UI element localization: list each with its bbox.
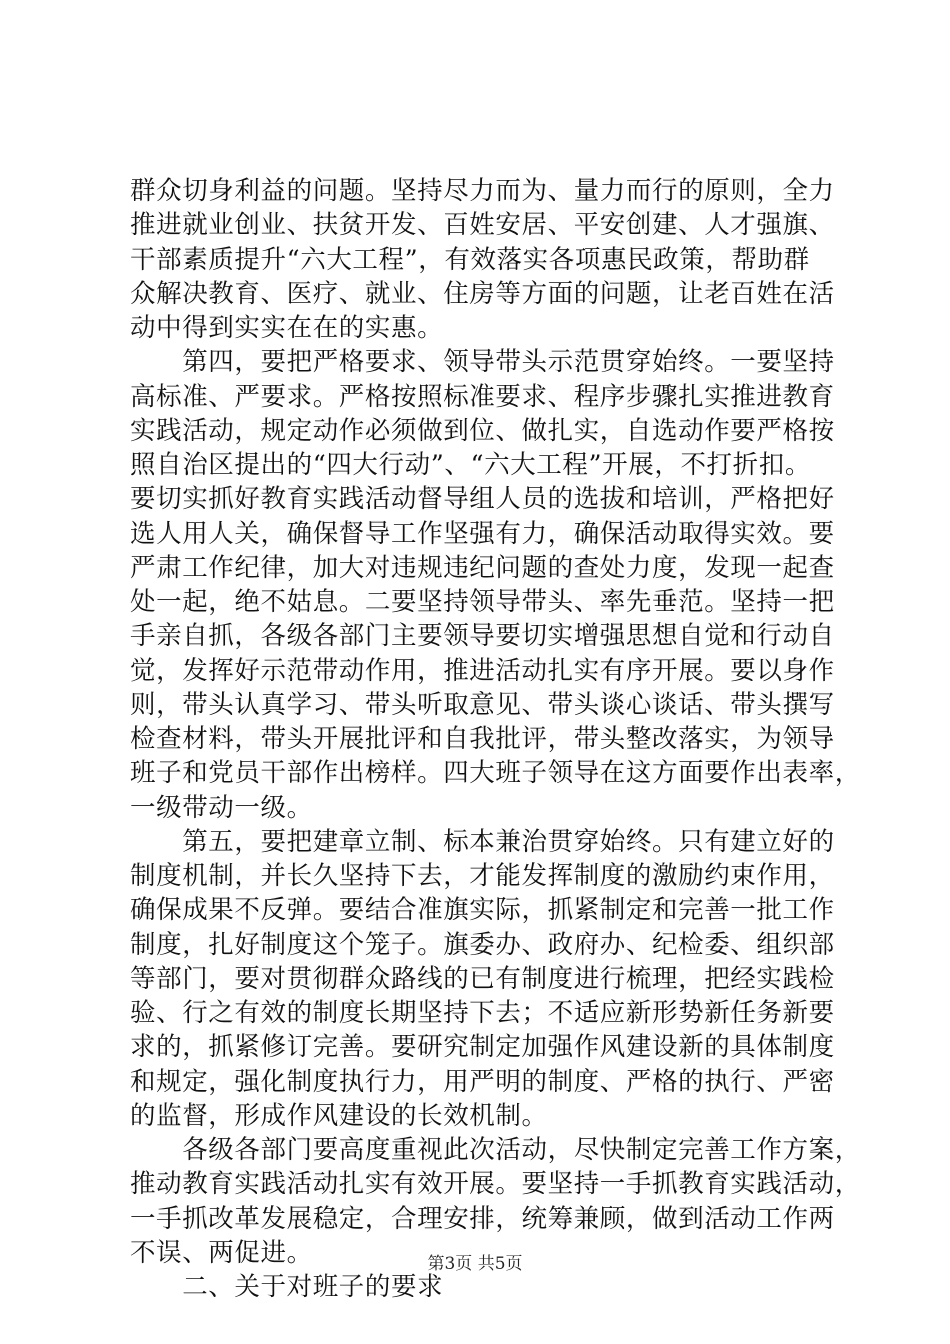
text-line: 严肃工作纪律，加大对违规违纪问题的查处力度，发现一起查 (130, 552, 835, 583)
text-line: 选人用人关，确保督导工作坚强有力，确保活动取得实效。要 (130, 518, 835, 549)
text-line: 等部门，要对贯彻群众路线的已有制度进行梳理，把经实践检 (130, 963, 835, 994)
text-line: 不误、两促进。 (130, 1237, 313, 1268)
text-line: 动中得到实实在在的实惠。 (130, 313, 444, 343)
text-line: 照自治区提出的“四大行动”、“六大工程”开展，不打折扣。 (130, 450, 811, 480)
text-line: 手亲自抓，各级各部门主要领导要切实增强思想自觉和行动自 (130, 621, 835, 652)
text-line: 觉，发挥好示范带动作用，推进活动扎实有序开展。要以身作 (130, 655, 835, 686)
text-line: 制度机制，并长久坚持下去，才能发挥制度的激励约束作用， (130, 861, 835, 891)
text-line: 的监督，形成作风建设的长效机制。 (130, 1100, 548, 1131)
text-line: 一手抓改革发展稳定，合理安排，统筹兼顾，做到活动工作两 (130, 1203, 835, 1234)
text-line: 验、行之有效的制度长期坚持下去；不适应新形势新任务新要 (130, 998, 835, 1028)
text-line: 群众切身利益的问题。坚持尽力而为、量力而行的原则，全力 (130, 176, 835, 206)
text-line: 第五，要把建章立制、标本兼治贯穿始终。只有建立好的 (130, 826, 835, 857)
text-line: 确保成果不反弹。要结合准旗实际，抓紧制定和完善一批工作 (130, 895, 835, 926)
text-line: 和规定，强化制度执行力，用严明的制度、严格的执行、严密 (130, 1066, 835, 1097)
text-line: 一级带动一级。 (130, 792, 313, 823)
text-line: 干部素质提升“六大工程”，有效落实各项惠民政策，帮助群 (130, 244, 810, 275)
section-heading: 二、关于对班子的要求 (130, 1272, 444, 1302)
text-line: 求的，抓紧修订完善。要研究制定加强作风建设新的具体制度 (130, 1032, 835, 1063)
text-line: 要切实抓好教育实践活动督导组人员的选拔和培训，严格把好 (130, 484, 835, 515)
text-line: 推动教育实践活动扎实有效开展。要坚持一手抓教育实践活动， (130, 1169, 861, 1200)
text-line: 推进就业创业、扶贫开发、百姓安居、平安创建、人才强旗、 (130, 210, 835, 241)
text-line: 众解决教育、医疗、就业、住房等方面的问题，让老百姓在活 (130, 278, 835, 309)
text-line: 则，带头认真学习、带头听取意见、带头谈心谈话、带头撰写 (130, 689, 835, 720)
text-line: 高标准、严要求。严格按照标准要求、程序步骤扎实推进教育 (130, 381, 835, 412)
text-line: 第四，要把严格要求、领导带头示范贯穿始终。一要坚持 (130, 347, 835, 378)
body-text (130, 174, 861, 1304)
text-line: 实践活动，规定动作必须做到位、做扎实，自选动作要严格按 (130, 415, 835, 446)
page-number-footer: 第3页 共5页 (427, 1254, 523, 1274)
text-line: 各级各部门要高度重视此次活动，尽快制定完善工作方案， (130, 1135, 861, 1165)
text-line: 班子和党员干部作出榜样。四大班子领导在这方面要作出表率， (130, 758, 861, 789)
text-line: 处一起，绝不姑息。二要坚持领导带头、率先垂范。坚持一把 (130, 587, 835, 617)
text-line: 制度，扎好制度这个笼子。旗委办、政府办、纪检委、组织部 (130, 929, 835, 960)
text-line: 检查材料，带头开展批评和自我批评，带头整改落实，为领导 (130, 724, 835, 754)
